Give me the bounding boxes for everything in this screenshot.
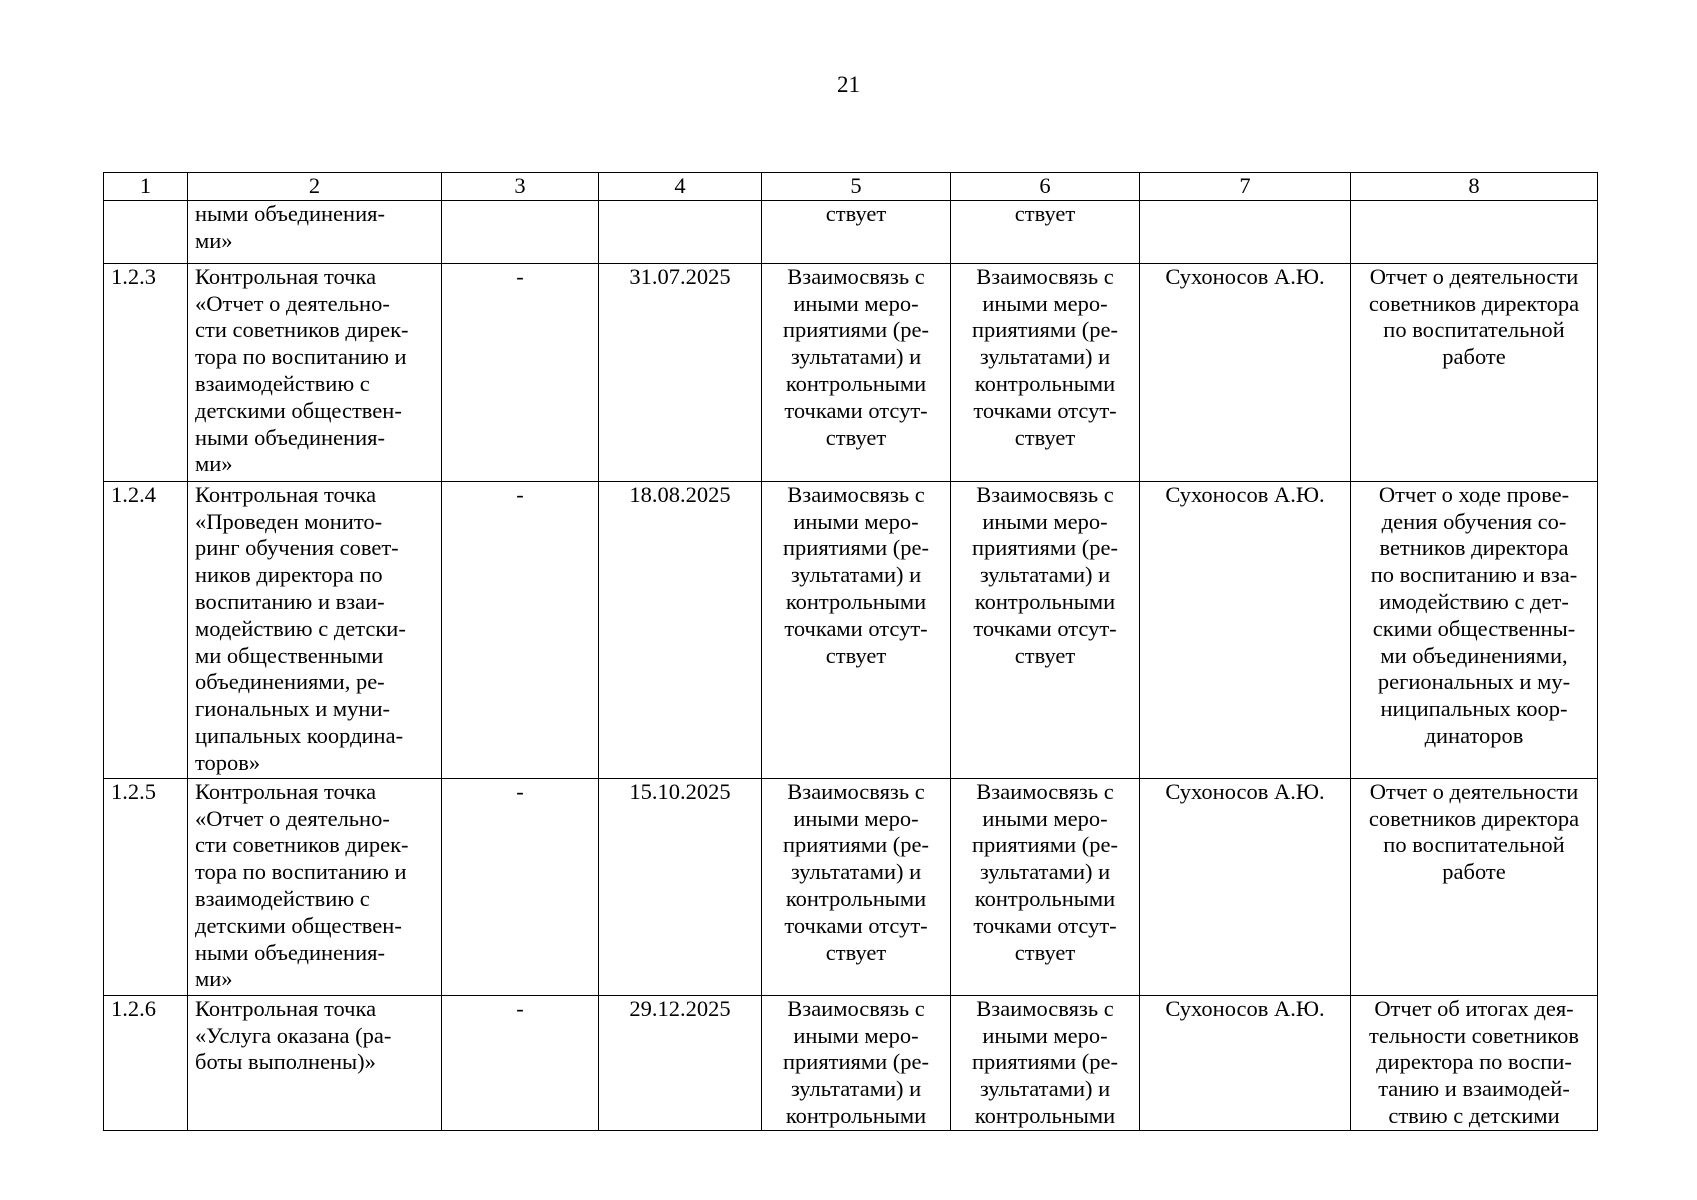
column-header: 8 — [1351, 173, 1598, 201]
row-number — [104, 200, 188, 263]
cell-line: по воспитательной — [1383, 832, 1565, 858]
cell-line: взаимодействию с — [195, 370, 370, 396]
result-document — [1351, 481, 1598, 778]
cell-line: точками отсут- — [973, 615, 1117, 641]
cell-line: Взаимосвязь с — [976, 995, 1114, 1021]
cell-line: ветников директора — [1379, 535, 1569, 561]
cell-line: ми» — [195, 451, 233, 477]
cell-line: советников директора — [1368, 805, 1580, 831]
responsible-person: Сухоносов А.Ю. — [1140, 263, 1351, 481]
table-row — [104, 263, 1598, 481]
page-number: 21 — [837, 72, 860, 97]
column-number-row — [104, 173, 1598, 201]
cell-line: иными меро- — [982, 290, 1108, 316]
event-name — [188, 995, 442, 1130]
cell-line: ствию с детскими — [1388, 1102, 1560, 1128]
cell-line: иными меро- — [982, 1022, 1108, 1048]
plan-table — [103, 172, 1598, 1131]
cell-line: Взаимосвязь с — [787, 263, 925, 289]
result-document — [1351, 200, 1598, 263]
column-header: 7 — [1140, 173, 1351, 201]
cell-line: Взаимосвязь с — [787, 778, 925, 804]
cell-line: сти советников дирек- — [195, 832, 409, 858]
cell-line: Взаимосвязь с — [787, 481, 925, 507]
cell-line: ми объединениями, — [1380, 642, 1568, 668]
result-document — [1351, 778, 1598, 995]
cell-line: Отчет об итогах дея- — [1374, 995, 1574, 1021]
predecessor-relation — [762, 481, 951, 778]
row-number: 1.2.6 — [104, 995, 188, 1130]
predecessor-relation — [762, 263, 951, 481]
cell-line: зультатами) и — [979, 859, 1111, 885]
column-header: 3 — [442, 173, 599, 201]
column-header: 6 — [951, 173, 1140, 201]
cell-line: Контрольная точка — [195, 263, 377, 289]
cell-line: приятиями (ре- — [971, 832, 1119, 858]
event-name — [188, 200, 442, 263]
cell-line: приятиями (ре- — [782, 832, 930, 858]
cell-line: имодействию с дет- — [1379, 588, 1569, 614]
cell-line: зультатами) и — [790, 859, 922, 885]
cell-line: по воспитанию и вза- — [1370, 562, 1578, 588]
cell-line: контрольными — [974, 370, 1116, 396]
cell-line: «Отчет о деятельно- — [195, 290, 390, 316]
event-name — [188, 778, 442, 995]
end-date: 31.07.2025 — [599, 263, 762, 481]
cell-line: ципальных координа- — [195, 722, 404, 748]
cell-line: ствует — [825, 200, 887, 226]
cell-line: Отчет о деятельности — [1369, 778, 1579, 804]
predecessor-relation — [762, 200, 951, 263]
cell-line: тора по воспитанию и — [195, 859, 407, 885]
successor-relation — [951, 995, 1140, 1130]
cell-line: Отчет о ходе прове- — [1378, 481, 1570, 507]
start-date: - — [442, 995, 599, 1130]
cell-line: по воспитательной — [1383, 317, 1565, 343]
cell-line: взаимодействию с — [195, 885, 370, 911]
cell-line: иными меро- — [793, 290, 919, 316]
row-number: 1.2.4 — [104, 481, 188, 778]
cell-line: тора по воспитанию и — [195, 344, 407, 370]
column-header: 1 — [104, 173, 188, 201]
column-header: 2 — [188, 173, 442, 201]
cell-line: танию и взаимодей- — [1378, 1076, 1570, 1102]
cell-line: иными меро- — [793, 508, 919, 534]
cell-line: ствует — [825, 424, 887, 450]
start-date — [442, 200, 599, 263]
cell-line: контрольными — [785, 370, 927, 396]
cell-line: зультатами) и — [979, 562, 1111, 588]
responsible-person: Сухоносов А.Ю. — [1140, 778, 1351, 995]
cell-line: Контрольная точка — [195, 995, 377, 1021]
cell-line: боты выполнены)» — [195, 1049, 376, 1075]
cell-line: ми» — [195, 966, 233, 992]
cell-line: приятиями (ре- — [971, 1049, 1119, 1075]
cell-line: «Отчет о деятельно- — [195, 805, 390, 831]
cell-line: зультатами) и — [790, 562, 922, 588]
cell-line: зультатами) и — [979, 1076, 1111, 1102]
cell-line: контрольными — [974, 588, 1116, 614]
predecessor-relation — [762, 995, 951, 1130]
cell-line: работе — [1442, 344, 1506, 370]
successor-relation — [951, 778, 1140, 995]
cell-line: контрольными — [785, 885, 927, 911]
successor-relation — [951, 263, 1140, 481]
cell-line: ными объединения- — [195, 424, 385, 450]
cell-line: зультатами) и — [979, 344, 1111, 370]
cell-line: ствует — [1014, 200, 1076, 226]
end-date: 18.08.2025 — [599, 481, 762, 778]
cell-line: точками отсут- — [973, 397, 1117, 423]
cell-line: точками отсут- — [784, 912, 928, 938]
predecessor-relation — [762, 778, 951, 995]
cell-line: зультатами) и — [790, 1076, 922, 1102]
cell-line: Взаимосвязь с — [976, 263, 1114, 289]
start-date: - — [442, 263, 599, 481]
responsible-person — [1140, 200, 1351, 263]
cell-line: Взаимосвязь с — [976, 481, 1114, 507]
cell-line: ми» — [195, 227, 233, 253]
table-row — [104, 995, 1598, 1130]
cell-line: ринг обучения совет- — [195, 535, 399, 561]
cell-line: ными объединения- — [195, 939, 385, 965]
cell-line: иными меро- — [793, 1022, 919, 1048]
event-name — [188, 481, 442, 778]
cell-line: приятиями (ре- — [971, 317, 1119, 343]
cell-line: ниципальных коор- — [1380, 696, 1568, 722]
cell-line: Отчет о деятельности — [1369, 263, 1579, 289]
row-number: 1.2.5 — [104, 778, 188, 995]
cell-line: Взаимосвязь с — [976, 778, 1114, 804]
cell-line: воспитанию и взаи- — [195, 588, 385, 614]
table-row — [104, 200, 1598, 263]
cell-line: скими общественны- — [1372, 615, 1576, 641]
cell-line: ми общественными — [195, 642, 384, 668]
cell-line: ствует — [825, 939, 887, 965]
responsible-person: Сухоносов А.Ю. — [1140, 481, 1351, 778]
cell-line: «Проведен монито- — [195, 508, 383, 534]
end-date — [599, 200, 762, 263]
column-header: 5 — [762, 173, 951, 201]
cell-line: детскими обществен- — [195, 912, 402, 938]
cell-line: контрольными — [974, 1102, 1116, 1128]
result-document — [1351, 995, 1598, 1130]
end-date: 29.12.2025 — [599, 995, 762, 1130]
table-row — [104, 481, 1598, 778]
cell-line: торов» — [195, 749, 261, 775]
cell-line: объединениями, ре- — [195, 669, 385, 695]
cell-line: ствует — [1014, 642, 1076, 668]
cell-line: директора по воспи- — [1376, 1049, 1572, 1075]
cell-line: гиональных и муни- — [195, 696, 390, 722]
cell-line: ствует — [825, 642, 887, 668]
start-date: - — [442, 481, 599, 778]
cell-line: советников директора — [1368, 290, 1580, 316]
end-date: 15.10.2025 — [599, 778, 762, 995]
row-number: 1.2.3 — [104, 263, 188, 481]
cell-line: сти советников дирек- — [195, 317, 409, 343]
cell-line: приятиями (ре- — [782, 1049, 930, 1075]
cell-line: Взаимосвязь с — [787, 995, 925, 1021]
cell-line: приятиями (ре- — [782, 317, 930, 343]
cell-line: иными меро- — [982, 508, 1108, 534]
responsible-person: Сухоносов А.Ю. — [1140, 995, 1351, 1130]
column-header: 4 — [599, 173, 762, 201]
cell-line: ников директора по — [195, 562, 383, 588]
cell-line: иными меро- — [793, 805, 919, 831]
cell-line: точками отсут- — [784, 615, 928, 641]
cell-line: ными объединения- — [195, 200, 385, 226]
cell-line: региональных и му- — [1377, 669, 1571, 695]
event-name — [188, 263, 442, 481]
cell-line: дения обучения со- — [1381, 508, 1567, 534]
cell-line: ствует — [1014, 939, 1076, 965]
cell-line: точками отсут- — [784, 397, 928, 423]
cell-line: приятиями (ре- — [971, 535, 1119, 561]
cell-line: Контрольная точка — [195, 481, 377, 507]
table-row — [104, 778, 1598, 995]
cell-line: зультатами) и — [790, 344, 922, 370]
cell-line: точками отсут- — [973, 912, 1117, 938]
cell-line: модействию с детски- — [195, 615, 406, 641]
cell-line: работе — [1442, 859, 1506, 885]
cell-line: тельности советников — [1369, 1022, 1579, 1048]
cell-line: Контрольная точка — [195, 778, 377, 804]
cell-line: контрольными — [785, 588, 927, 614]
cell-line: иными меро- — [982, 805, 1108, 831]
result-document — [1351, 263, 1598, 481]
cell-line: приятиями (ре- — [782, 535, 930, 561]
start-date: - — [442, 778, 599, 995]
cell-line: динаторов — [1424, 722, 1524, 748]
cell-line: детскими обществен- — [195, 397, 402, 423]
cell-line: «Услуга оказана (ра- — [195, 1022, 392, 1048]
successor-relation — [951, 200, 1140, 263]
cell-line: ствует — [1014, 424, 1076, 450]
cell-line: контрольными — [974, 885, 1116, 911]
successor-relation — [951, 481, 1140, 778]
cell-line: контрольными — [785, 1102, 927, 1128]
